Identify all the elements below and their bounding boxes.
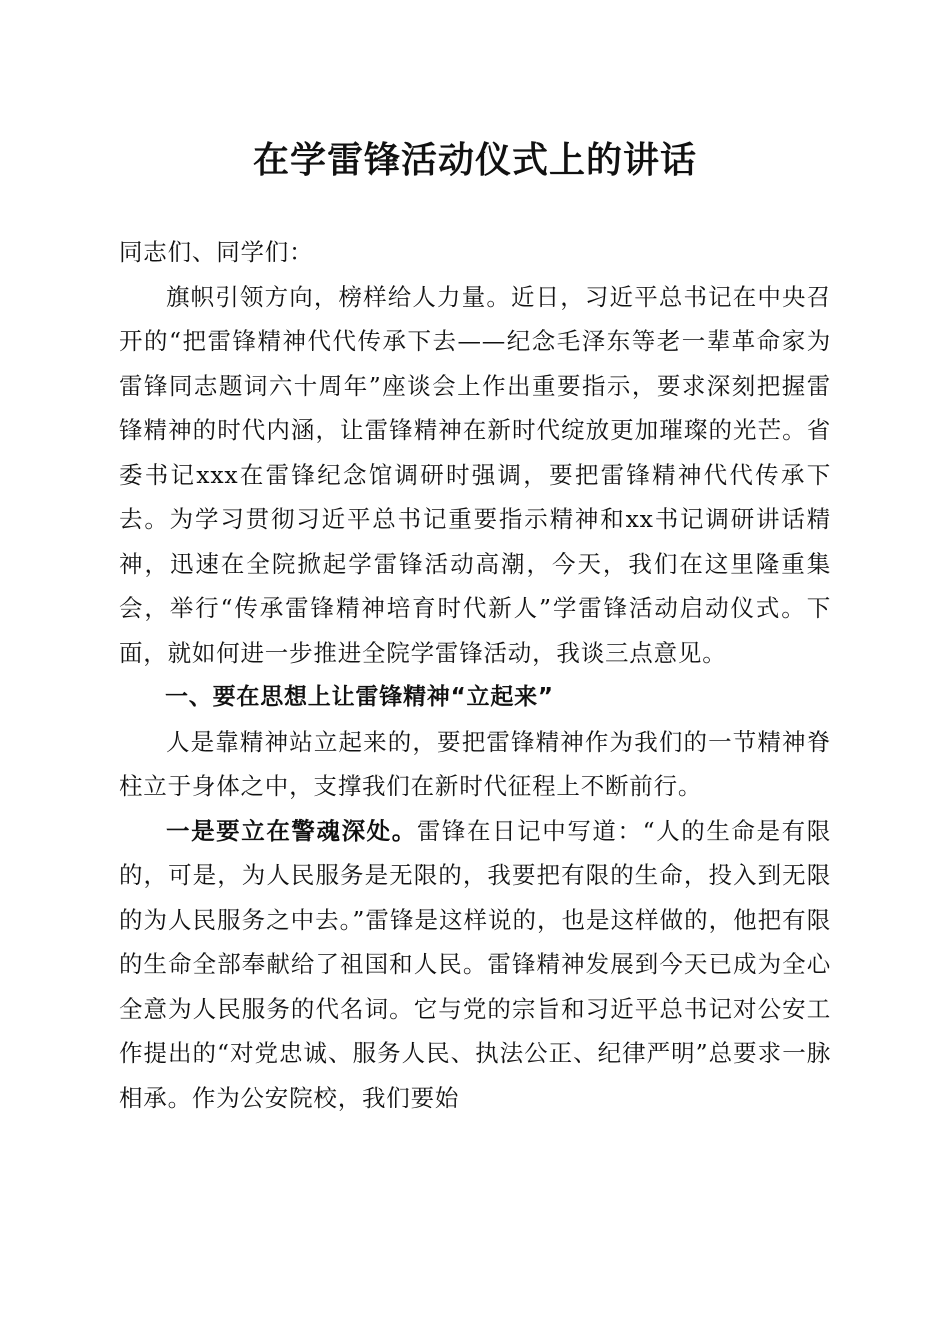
paragraph-section-1-intro: 人是靠精神站立起来的，要把雷锋精神作为我们的一节精神脊柱立于身体之中，支撑我们在新时代征程上不断前行。 bbox=[119, 727, 831, 800]
paragraph-intro: 旗帜引领方向，榜样给人力量。近日，习近平总书记在中央召开的“把雷锋精神代代传承下去——纪念毛泽东等老一辈革命家为雷锋同志题词六十周年”座谈会上作出重要指示，要求深刻把握雷锋精神的时代内涵，让雷锋精神在新时代绽放更加璀璨的光芒。省委书记xxx在雷锋纪念馆调研时强调，要把雷锋精神代代传承下去。为学习贯彻习近平总书记重要指示精神和xx书记调研讲话精神，迅速在全院掀起学雷锋活动高潮，今天，我们在这里隆重集会，举行“传承雷锋精神培育时代新人”学雷锋活动启动仪式。下面，就如何进一步推进全院学雷锋活动，我谈三点意见。 bbox=[119, 282, 831, 667]
paragraph-point-1 bbox=[119, 809, 831, 1121]
document-title: 在学雷锋活动仪式上的讲话 bbox=[252, 139, 697, 181]
salutation: 同志们、同学们： bbox=[119, 238, 314, 266]
point-1-lead: 一是要立在警魂深处。 bbox=[166, 816, 417, 845]
point-1-body: 雷锋在日记中写道：“人的生命是有限的，可是，为人民服务是无限的，我要把有限的生命，投入到无限的为人民服务之中去。”雷锋是这样说的，也是这样做的，他把有限的生命全部奉献给了祖国和人民。雷锋精神发展到今天已成为全心全意为人民服务的代名词。它与党的宗旨和习近平总书记对公安工作提出的“对党忠诚、服务人民、执法公正、纪律严明”总要求一脉相承。作为公安院校，我们要始 bbox=[119, 816, 831, 1112]
section-heading-1: 一、要在思想上让雷锋精神“立起来” bbox=[165, 684, 554, 710]
document-body bbox=[119, 230, 831, 1120]
